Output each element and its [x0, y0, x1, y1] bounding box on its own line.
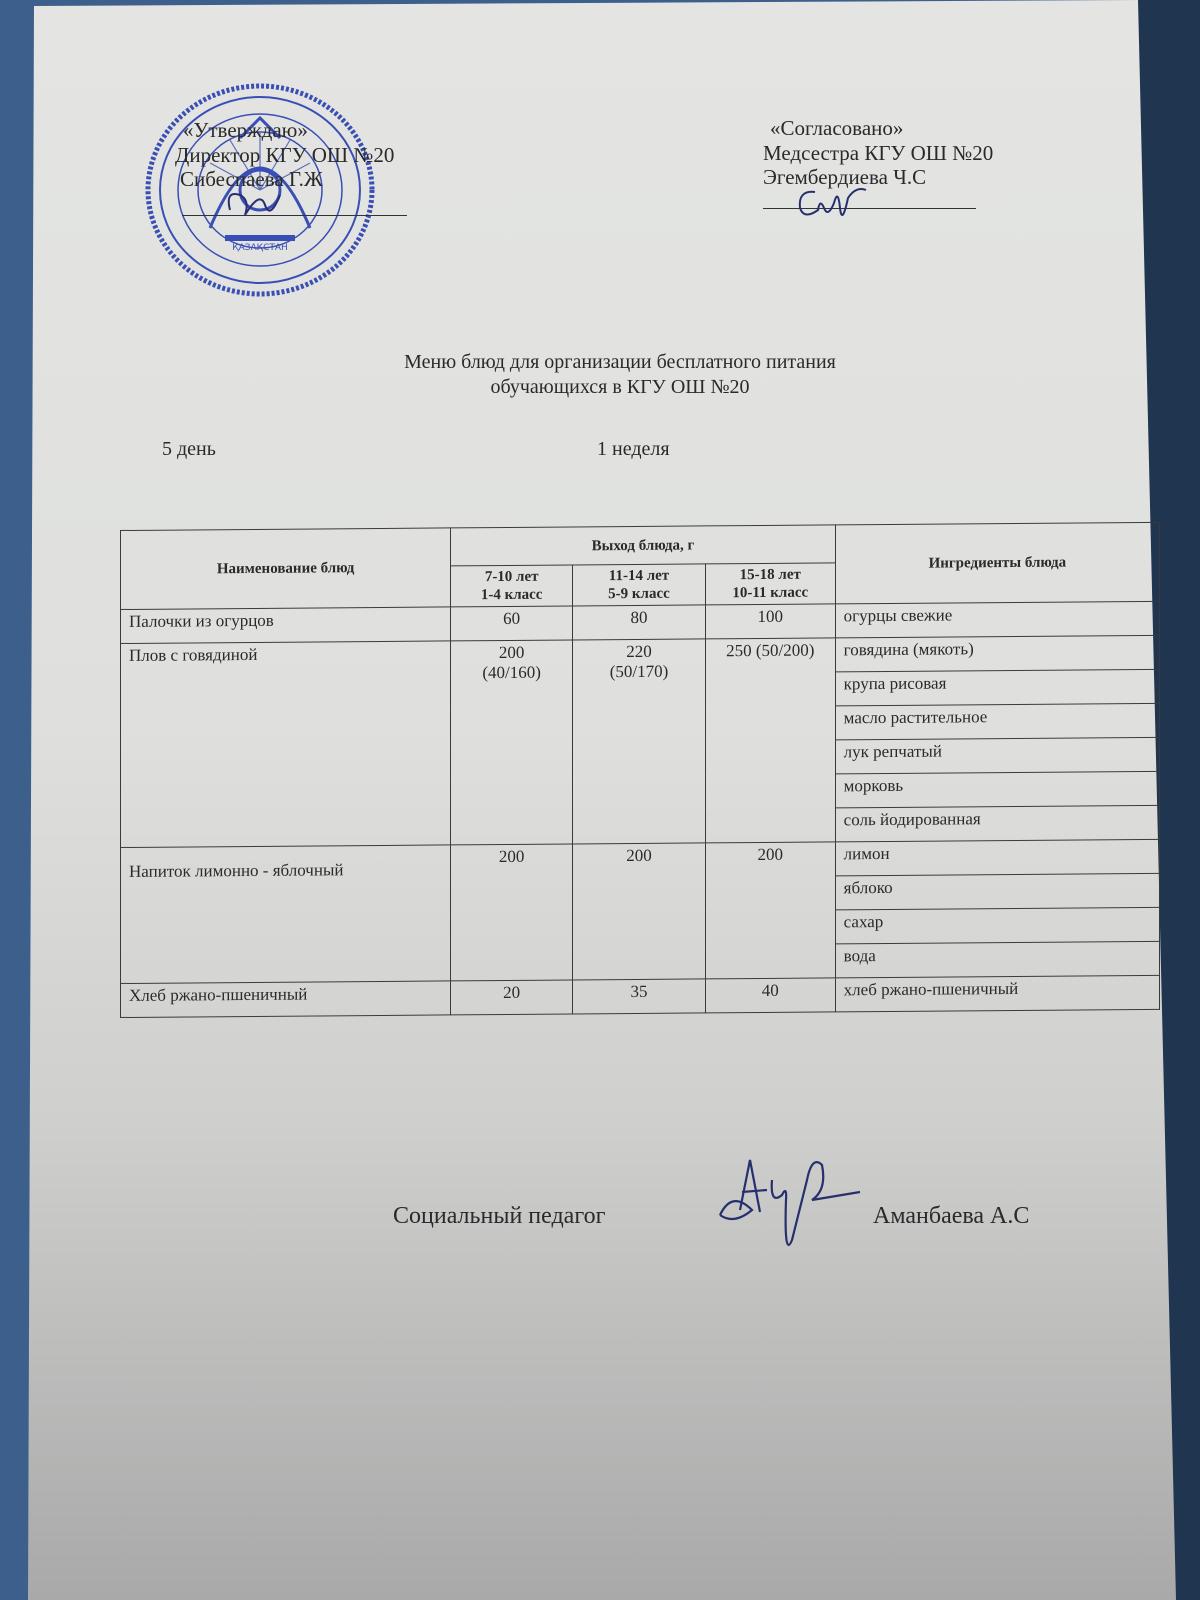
- nurse-signature: [790, 178, 870, 228]
- dish-name: Палочки из огурцов: [121, 607, 451, 644]
- header-dish-name: Наименование блюд: [121, 528, 451, 610]
- ingredient: говядина (мякоть): [835, 635, 1159, 672]
- header-age-group: 15-18 лет 10-11 класс: [705, 563, 835, 605]
- document-title: [300, 350, 940, 400]
- yield-11-14: 220 (50/170): [573, 639, 706, 844]
- ingredient: лимон: [835, 839, 1159, 876]
- ingredient: сахар: [835, 907, 1159, 944]
- yield-11-14: 200: [573, 843, 706, 980]
- ingredient: хлеб ржано-пшеничный: [835, 975, 1159, 1012]
- yield-7-10: 200 (40/160): [451, 640, 573, 845]
- header-age-group: 11-14 лет 5-9 класс: [573, 564, 706, 606]
- yield-15-18: 40: [705, 978, 835, 1013]
- ingredient: вода: [835, 941, 1159, 978]
- ingredient: огурцы свежие: [835, 601, 1159, 638]
- ingredient: лук репчатый: [835, 737, 1159, 774]
- yield-7-10: 200: [451, 844, 573, 981]
- ingredient: масло растительное: [835, 703, 1159, 740]
- header-age-group: 7-10 лет 1-4 класс: [451, 565, 573, 607]
- footer-position: Социальный педагог: [393, 1203, 606, 1229]
- dish-name: Плов с говядиной: [121, 641, 451, 848]
- ingredient: крупа рисовая: [835, 669, 1159, 706]
- stamp-center-text: ҚАЗАҚСТАН: [232, 243, 288, 253]
- header-ingredients: Ингредиенты блюда: [835, 522, 1159, 604]
- approval-left-position: Директор КГУ ОШ №20: [175, 143, 395, 167]
- title-line-1: Меню блюд для организации бесплатного питания: [404, 351, 836, 373]
- yield-15-18: 200: [705, 842, 835, 979]
- title-line-2: обучающихся в КГУ ОШ №20: [490, 376, 750, 398]
- yield-15-18: 250 (50/200): [705, 638, 835, 843]
- yield-15-18: 100: [705, 604, 835, 639]
- day-label: 5 день: [162, 438, 216, 460]
- yield-7-10: 60: [451, 606, 573, 641]
- dish-name: Напиток лимонно - яблочный: [121, 845, 451, 984]
- footer-name: Аманбаева А.С: [873, 1203, 1030, 1229]
- approval-left-signature-line: [182, 215, 407, 216]
- header-yield: Выход блюда, г: [451, 525, 835, 566]
- ingredient: морковь: [835, 771, 1159, 808]
- approval-left-label: «Утверждаю»: [183, 118, 308, 142]
- ingredient: соль йодированная: [835, 805, 1159, 842]
- week-label: 1 неделя: [597, 438, 670, 460]
- approval-right-position: Медсестра КГУ ОШ №20: [763, 141, 994, 165]
- approval-right-label: «Согласовано»: [770, 116, 904, 140]
- dish-name: Хлеб ржано-пшеничный: [121, 981, 451, 1018]
- ingredient: яблоко: [835, 873, 1159, 910]
- approval-right-name: Эгембердиева Ч.С: [763, 165, 927, 189]
- table-header-row: [121, 522, 1160, 568]
- menu-table: [120, 522, 1160, 1018]
- director-signature: [220, 180, 290, 230]
- yield-11-14: 80: [573, 605, 706, 640]
- approval-left-name: Сибеспаева Г.Ж: [180, 167, 323, 191]
- social-pedagogue-signature: [712, 1150, 862, 1260]
- yield-7-10: 20: [451, 980, 573, 1015]
- yield-11-14: 35: [573, 979, 706, 1014]
